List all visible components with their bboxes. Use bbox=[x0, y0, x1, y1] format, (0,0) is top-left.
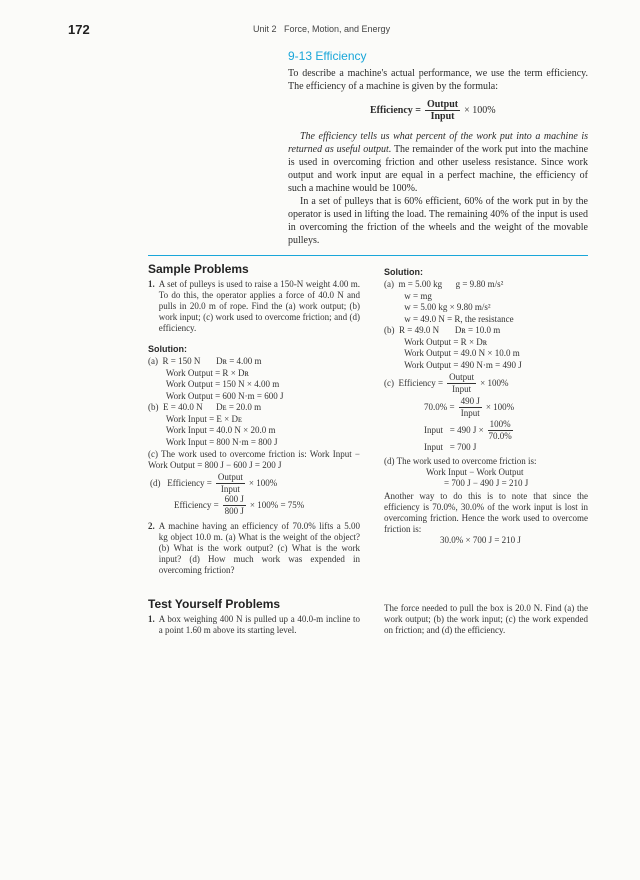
intro-text: To describe a machine's actual performance, we use the term efficiency. The efficiency of a machine is given by the formula: bbox=[288, 68, 588, 92]
test-problem-1-text: A box weighing 400 N is pulled up a 40.0-m incline to a point 1.60 m above its starting level. bbox=[158, 614, 360, 635]
formula-numerator: Output bbox=[426, 98, 459, 110]
paragraph-1 bbox=[288, 130, 588, 195]
d2-fraction bbox=[223, 494, 246, 517]
solution-line: Work Input = 40.0 N × 20.0 m bbox=[148, 425, 276, 435]
d-label: (d) Efficiency = bbox=[150, 478, 212, 488]
page-number: 172 bbox=[68, 22, 90, 37]
solution-line: (b) R = 49.0 N Dʀ = 10.0 m bbox=[384, 325, 501, 335]
test-problem-1 bbox=[148, 614, 360, 636]
d-rhs: × 100% bbox=[248, 478, 278, 488]
solution-2-another-way: Another way to do this is to note that since the efficiency is 70.0%, 30.0% of the work input is lost in overcoming friction. Hence the work used to overcome friction is: bbox=[384, 491, 588, 534]
d-numerator: Output bbox=[217, 472, 243, 482]
c-rhs: × 100% bbox=[480, 378, 509, 388]
paragraph-2: In a set of pulleys that is 60% efficient, 60% of the work put in by the operator is used in lifting the load. The remaining 40% of the input is used in overcoming the friction of the wheels and the weight of the movable pulleys. bbox=[288, 196, 588, 246]
c3-denominator: 70.0% bbox=[488, 431, 512, 441]
solution-2-d-line2: = 700 J − 490 J = 210 J bbox=[444, 478, 529, 488]
section-title: 9-13 Efficiency bbox=[288, 49, 367, 63]
solution-line: Work Input = E × Dᴇ bbox=[148, 413, 243, 424]
c2-fraction bbox=[459, 396, 482, 419]
solution-line: Work Output = 150 N × 4.00 m bbox=[148, 379, 280, 389]
formula-lhs: Efficiency = bbox=[370, 104, 421, 116]
d-denominator: Input bbox=[220, 484, 240, 494]
test-problem-1-continued: The force needed to pull the box is 20.0 N. Find (a) the work output; (b) the work input; (c) the work expended on friction; and (d) the efficiency. bbox=[384, 603, 588, 635]
running-title: Unit 2 Force, Motion, and Energy bbox=[253, 24, 391, 34]
solution-line: Work Output = 490 N·m = 490 J bbox=[384, 359, 522, 370]
problem-1-text: A set of pulleys is used to raise a 150-N weight 4.00 m. To do this, the operator applies a force of 40.0 N and pulls in 20.0 m of rope. Find the (a) work output; (b) work input; (c) work used to overcome friction; and (d) efficiency. bbox=[158, 279, 360, 333]
d2-denominator: 800 J bbox=[224, 506, 244, 516]
sample-problems-heading: Sample Problems bbox=[148, 262, 249, 276]
solution-line: (b) E = 40.0 N Dᴇ = 20.0 m bbox=[148, 402, 262, 412]
formula-denominator: Input bbox=[430, 110, 455, 122]
solution-line: Work Input = 800 N·m = 800 J bbox=[148, 436, 278, 447]
solution-1-c: (c) The work used to overcome friction is: Work Input − Work Output = 800 J − 600 J = 200 J bbox=[148, 449, 360, 470]
section-intro bbox=[288, 67, 588, 93]
c2-label: 70.0% = bbox=[424, 402, 455, 412]
divider-rule bbox=[148, 255, 588, 256]
solution-line: w = mg bbox=[384, 290, 432, 301]
solution-2-c4: Input = 700 J bbox=[424, 442, 477, 452]
solution-line: Work Output = 600 N·m = 600 J bbox=[148, 390, 284, 401]
solution-2-final: 30.0% × 700 J = 210 J bbox=[440, 535, 521, 545]
solution-1-d bbox=[150, 472, 277, 495]
paragraph-1-italic: The efficiency tells us what percent of the work put into a machine is returned as useful output. bbox=[288, 131, 588, 155]
d2-numerator: 600 J bbox=[224, 494, 244, 504]
problem-1-number: 1. bbox=[148, 279, 155, 289]
formula-rhs: × 100% bbox=[464, 104, 496, 116]
solution-line: (a) m = 5.00 kg g = 9.80 m/s² bbox=[384, 279, 504, 289]
efficiency-formula bbox=[370, 98, 496, 122]
c-label: (c) Efficiency = bbox=[384, 378, 444, 388]
problem-2-text: A machine having an efficiency of 70.0% lifts a 5.00 kg object 10.0 m. (a) What is the weight of the object? (b) What is the work output? (c) What is the work input? (d) How much work was expended in overcoming friction? bbox=[158, 521, 360, 575]
d2-rhs: × 100% = 75% bbox=[249, 500, 305, 510]
solution-2-c2 bbox=[424, 396, 514, 419]
solution-2-d: (d) The work used to overcome friction is: bbox=[384, 456, 537, 466]
c3-label: Input = 490 J × bbox=[424, 425, 484, 435]
solution-2-steps bbox=[384, 279, 522, 371]
d-fraction bbox=[216, 472, 245, 495]
formula-fraction bbox=[425, 99, 460, 122]
sample-problem-2 bbox=[148, 521, 360, 576]
d2-label: Efficiency = bbox=[174, 500, 219, 510]
solution-2-label: Solution: bbox=[384, 267, 423, 277]
solution-line: w = 5.00 kg × 9.80 m/s² bbox=[384, 302, 491, 312]
section-body bbox=[288, 130, 588, 247]
solution-1-steps bbox=[148, 356, 284, 448]
c3-fraction bbox=[488, 419, 513, 442]
test-yourself-heading: Test Yourself Problems bbox=[148, 597, 281, 611]
solution-line: Work Output = R × Dʀ bbox=[384, 336, 488, 347]
solution-2-c bbox=[384, 372, 508, 395]
c-numerator: Output bbox=[449, 372, 475, 382]
c-fraction bbox=[447, 372, 476, 395]
solution-line: Work Output = R × Dʀ bbox=[148, 367, 249, 378]
solution-2-d-line1: Work Input − Work Output bbox=[426, 467, 524, 477]
solution-2-c3 bbox=[424, 419, 513, 442]
solution-line: (a) R = 150 N Dʀ = 4.00 m bbox=[148, 356, 262, 366]
c2-rhs: × 100% bbox=[485, 402, 515, 412]
c2-denominator: Input bbox=[460, 408, 480, 418]
sample-problem-1 bbox=[148, 279, 360, 334]
c3-numerator: 100% bbox=[489, 419, 511, 429]
paragraph-1-rest: The remainder of the work put into the machine is used in overcoming friction and other useless resistance. Since work output and work input are equal in a perfect machine, the efficiency of such a machine would be 100%. bbox=[288, 144, 589, 194]
test-problem-1-number: 1. bbox=[148, 614, 155, 624]
c-denominator: Input bbox=[452, 384, 472, 394]
solution-line: w = 49.0 N = R, the resistance bbox=[384, 313, 514, 324]
solution-line: Work Output = 49.0 N × 10.0 m bbox=[384, 348, 520, 358]
problem-2-number: 2. bbox=[148, 521, 155, 531]
c2-numerator: 490 J bbox=[460, 396, 480, 406]
solution-1-d2 bbox=[174, 494, 304, 517]
solution-1-label: Solution: bbox=[148, 344, 187, 354]
